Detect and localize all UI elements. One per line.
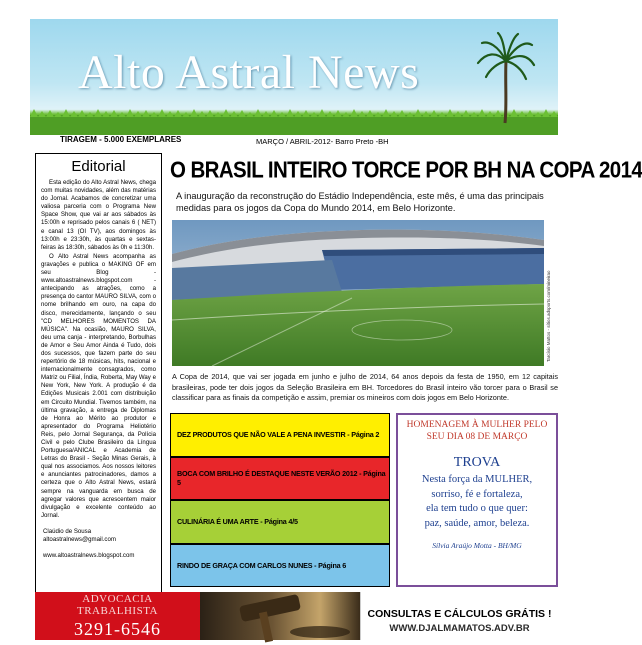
edition-dateline: MARÇO / ABRIL-2012- Barro Preto -BH bbox=[256, 137, 389, 146]
editorial-signature bbox=[41, 528, 156, 544]
editorial-paragraph: O Alto Astral News acompanha as gravações e publica o MAKING OF em seu Blog - www.altoastralnews.blogspot.com - antecipando as atrações, como a presença do cantor MAURO SILVA, com o nome brilhando em ouro, na capa do disco, merecidamente, lançando o seu "CD MELHORES MOMENTOS DA MÚSICA". Na ocasião, MAURO SILVA, deu uma canja - interpretando, Borbulhas de Amor e Seu Amor Ainda é Tudo, dois dos sucessos, que fazem parte do seu repertório de 18 músicas, hits, nacional e internacionalmente consagrados, como Matriz ou Filial, Índia, Roberta, May Way e New York, New York. A produção é da Edições Musicais 2.001 com distribuição em Circuito Mundial. Tivemos também, na última gravação, a entrega de Diplomas de Honra ao Mérito ao produtor e apresentador do Programa Heliotério Reis, pelo Jornal Segurança, da Polícia Civil e pelo Clube Brasileiro da Língua Portuguesa/ANICAL e Academia de Letras do Brasil - Seção Minas Gerais, à qual nos associamos. Aos nossos leitores e anunciantes patrocinadores, damos a certeza que o Alto Astral News, estará sempre na vanguarda em busca de agregar valores que acrescentem maior divulgação e excelente conteúdo ao Jornal. bbox=[41, 252, 156, 519]
feature-index bbox=[170, 413, 390, 587]
ad-line: TRABALHISTA bbox=[76, 605, 158, 617]
editorial-paragraph: Esta edição do Alto Astral News, chega com muitas novidades, além das matérias do Jornal. Acabamos de concretizar uma valiosa parceria com o Programa New Space Show, que vai ar aos sábados às 15:00h e reprisado pelos canais 6 ( NET) e canal 13 (OI TV), aos domingos às 13:00h e 23:30h, às quartas e sextas-feiras às 18:30h, sábados às 0h e 11:30h. bbox=[41, 179, 156, 251]
story-lead: A inauguração da reconstrução do Estádio Independência, este mês, é uma das principais medidas para os jogos da Copa do Mundo 2014, em Belo Horizonte. bbox=[176, 191, 544, 213]
ad-line: ADVOCACIA bbox=[82, 593, 153, 605]
trova-title: TROVA bbox=[453, 455, 501, 470]
stadium-photo bbox=[172, 220, 544, 366]
newspaper-title: Alto Astral News bbox=[78, 46, 420, 99]
ad-phone: 3291-6546 bbox=[74, 619, 161, 639]
stadium-illustration bbox=[172, 220, 544, 366]
poem-line: sorriso, fé e fortaleza, bbox=[431, 488, 523, 500]
feature-box-produtos[interactable] bbox=[170, 413, 390, 457]
feature-box-boca[interactable] bbox=[170, 457, 390, 501]
feature-box-humor[interactable] bbox=[170, 544, 390, 588]
masthead-banner bbox=[30, 19, 558, 135]
feature-label: RINDO DE GRAÇA COM CARLOS NUNES - Página 6 bbox=[177, 560, 347, 570]
feature-label: CULINÁRIA É UMA ARTE - Página 4/5 bbox=[177, 517, 298, 527]
homenagem-title: HOMENAGEM À MULHER PELO SEU DIA 08 DE MARÇO bbox=[406, 420, 548, 442]
poem-line: ela tem tudo o que quer: bbox=[426, 503, 528, 514]
palm-tree-icon bbox=[476, 33, 536, 123]
ad-consultas[interactable] bbox=[360, 592, 558, 640]
feature-box-culinaria[interactable] bbox=[170, 500, 390, 544]
ad-website[interactable]: WWW.DJALMAMATOS.ADV.BR bbox=[389, 623, 530, 634]
trova-poem bbox=[402, 473, 552, 531]
poem-line: Nesta força da MULHER, bbox=[421, 474, 533, 485]
editorial-box bbox=[35, 153, 162, 618]
ad-gavel-image[interactable] bbox=[200, 592, 360, 640]
feature-label: BOCA COM BRILHO É DESTAQUE NESTE VERÃO 2012 - Página 5 bbox=[177, 469, 386, 488]
photo-credit: Tarcísio Mattos - sítios.adsports.com/mineirao bbox=[546, 270, 551, 362]
editorial-body bbox=[41, 179, 156, 520]
poem-line: paz, saúde, amor, beleza. bbox=[424, 517, 530, 529]
feature-label: DEZ PRODUTOS QUE NÃO VALE A PENA INVESTIR - Página 2 bbox=[177, 430, 380, 440]
editorial-title: Editorial bbox=[71, 158, 126, 175]
author-name: Claúdio de Sousa bbox=[43, 527, 92, 535]
gavel-icon bbox=[200, 592, 360, 640]
ad-advocacia[interactable] bbox=[35, 592, 200, 640]
homenagem-box bbox=[396, 413, 558, 587]
masthead-info-strip bbox=[30, 135, 558, 149]
author-email[interactable]: altoastralnews@gmail.com bbox=[43, 535, 116, 543]
circulation-text: TIRAGEM - 5.000 EXEMPLARES bbox=[60, 135, 182, 144]
poem-author: Sílvia Araújo Motta - BH/MG bbox=[432, 541, 522, 550]
story-body: A Copa de 2014, que vai ser jogada em junho e julho de 2014, 64 anos depois da festa de 1950, em 12 capitais brasileiras, pode ter dois jogos da Seleção Brasileira em BH. Torcedores do Brasil inteiro vão torcer para o Brasil se classificar para as finais da competição e assim, premiar os mineiros com dois jogos em Belo Horizonte. bbox=[172, 372, 558, 402]
ad-headline: CONSULTAS E CÁLCULOS GRÁTIS ! bbox=[367, 608, 552, 620]
main-headline: O BRASIL INTEIRO TORCE POR BH NA COPA 2014 bbox=[170, 157, 642, 184]
blog-link[interactable]: www.altoastralnews.blogspot.com bbox=[43, 551, 135, 559]
